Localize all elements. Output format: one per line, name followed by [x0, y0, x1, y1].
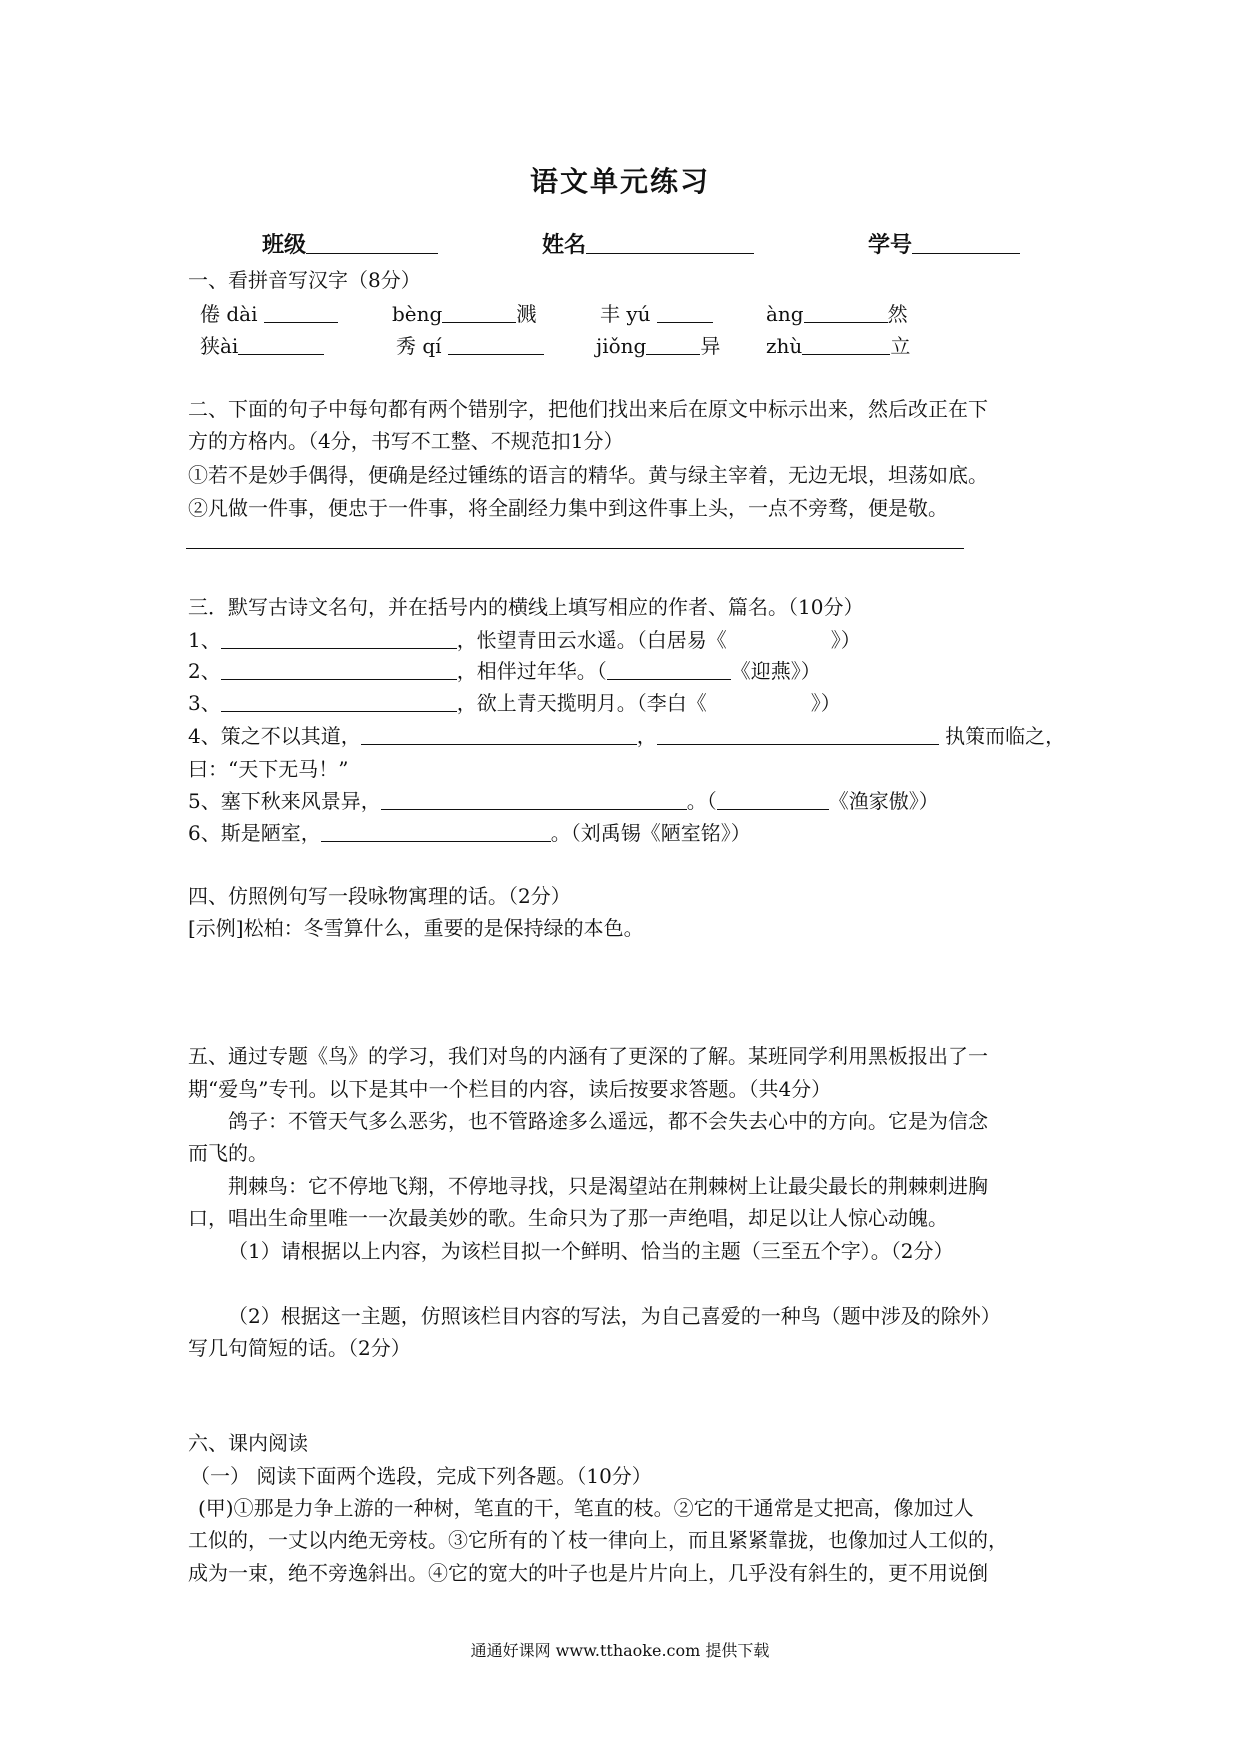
pigeon-paragraph-cont: 而飞的。 [188, 1141, 268, 1165]
poem-line-3: 3、 ，欲上青天揽明月。（李白《 》） [188, 687, 841, 719]
question-2: （2）根据这一主题，仿照该栏目内容的写法，为自己喜爱的一种鸟（题中涉及的除外） [228, 1304, 1001, 1328]
poem-line-4: 4、策之不以其道， ， 执策而临之， [188, 720, 1065, 752]
question-2-cont: 写几句简短的话。（2分） [188, 1336, 411, 1360]
poem-line-5: 5、塞下秋来风景异， 。（ 《渔家傲》） [188, 785, 939, 817]
pinyin-item: 狭ài [200, 330, 324, 362]
answer-blank[interactable] [804, 298, 888, 323]
answer-blank[interactable] [717, 785, 829, 810]
class-label: 班级 [262, 232, 307, 258]
answer-blank[interactable] [221, 655, 457, 680]
answer-blank[interactable] [264, 298, 338, 323]
example-sentence: [示例]松柏：冬雪算什么，重要的是保持绿的本色。 [188, 916, 644, 940]
pinyin-item: àng 然 [766, 298, 908, 330]
section-5-heading-cont: 期“爱鸟”专刊。以下是其中一个栏目的内容，读后按要求答题。（共4分） [188, 1077, 832, 1101]
poem-line-2: 2、 ，相伴过年华。（ 《迎燕》） [188, 655, 821, 687]
section-5-heading: 五、通过专题《鸟》的学习，我们对鸟的内涵有了更深的了解。某班同学利用黑板报出了一 [188, 1044, 988, 1068]
question-1: （1）请根据以上内容，为该栏目拟一个鲜明、恰当的主题（三至五个字）。（2分） [228, 1239, 954, 1263]
poem-line-1: 1、 ，怅望青田云水遥。（白居易《 》） [188, 624, 861, 656]
pinyin-item: zhù 立 [766, 330, 910, 362]
answer-blank[interactable] [657, 298, 713, 323]
pinyin-item: 秀 qí [396, 330, 544, 362]
sentence-1: ①若不是妙手偶得，便确是经过锺练的语言的精华。黄与绿主宰着，无边无垠，坦荡如底。 [188, 463, 988, 487]
class-field [262, 228, 438, 259]
thornbird-paragraph-cont: 口，唱出生命里唯一一次最美妙的歌。生命只为了那一声绝唱，却足以让人惊心动魄。 [188, 1206, 948, 1230]
page-title: 语文单元练习 [529, 165, 710, 198]
section-1-heading: 一、看拼音写汉字（8分） [188, 268, 421, 292]
section-2-heading: 二、下面的句子中每句都有两个错别字，把他们找出来后在原文中标示出来，然后改正在下 [188, 397, 988, 421]
thornbird-paragraph: 荆棘鸟：它不停地飞翔，不停地寻找，只是渴望站在荆棘树上让最尖最长的荆棘刺进胸 [228, 1174, 988, 1198]
passage-line: 工似的，一丈以内绝无旁枝。③它所有的丫枝一律向上，而且紧紧靠拢，也像加过人工似的， [188, 1528, 1008, 1552]
class-blank[interactable] [306, 229, 438, 254]
answer-blank[interactable] [646, 330, 700, 355]
answer-blank[interactable] [448, 330, 544, 355]
answer-blank[interactable] [238, 330, 324, 355]
section-3-heading: 三．默写古诗文名句，并在括号内的横线上填写相应的作者、篇名。（10分） [188, 595, 864, 619]
answer-blank[interactable] [381, 785, 687, 810]
answer-blank[interactable] [607, 655, 731, 680]
poem-line-4-cont: 曰：“天下无马！” [188, 757, 349, 781]
answer-blank[interactable] [361, 720, 637, 745]
answer-blank[interactable] [221, 687, 457, 712]
section-6-heading: 六、课内阅读 [188, 1431, 308, 1455]
id-blank[interactable] [912, 229, 1020, 254]
pinyin-item: 倦 dài [200, 298, 338, 330]
pinyin-item: jiǒng 异 [596, 330, 720, 362]
pinyin-item: bèng 溅 [392, 298, 536, 330]
answer-blank[interactable] [442, 298, 516, 323]
answer-blank[interactable] [221, 624, 457, 649]
correction-line[interactable] [186, 548, 964, 549]
sentence-2: ②凡做一件事，便忠于一件事，将全副经力集中到这件事上头，一点不旁骛，便是敬。 [188, 496, 948, 520]
footer-credit: 通通好课网 www.tthaoke.com 提供下载 [470, 1641, 770, 1660]
name-blank[interactable] [586, 229, 754, 254]
pinyin-item: 丰 yú [600, 298, 713, 330]
section-4-heading: 四、仿照例句写一段咏物寓理的话。（2分） [188, 884, 571, 908]
passage-line: 成为一束，绝不旁逸斜出。④它的宽大的叶子也是片片向上，几乎没有斜生的，更不用说倒 [188, 1561, 988, 1585]
answer-blank[interactable] [657, 720, 939, 745]
section-6-subheading: （一） 阅读下面两个选段，完成下列各题。（10分） [190, 1464, 652, 1488]
id-field [868, 228, 1020, 259]
id-label: 学号 [868, 232, 913, 258]
answer-blank[interactable] [321, 817, 551, 842]
name-label: 姓名 [542, 232, 587, 258]
pigeon-paragraph: 鸽子：不管天气多么恶劣，也不管路途多么遥远，都不会失去心中的方向。它是为信念 [228, 1109, 988, 1133]
section-2-heading-cont: 方的方格内。（4分，书写不工整、不规范扣1分） [188, 429, 624, 453]
poem-line-6: 6、斯是陋室， 。（刘禹锡《陋室铭》） [188, 817, 751, 849]
name-field [542, 228, 754, 259]
passage-line: (甲)①那是力争上游的一种树，笔直的干，笔直的枝。②它的干通常是丈把高，像加过人 [198, 1496, 974, 1520]
answer-blank[interactable] [802, 330, 890, 355]
